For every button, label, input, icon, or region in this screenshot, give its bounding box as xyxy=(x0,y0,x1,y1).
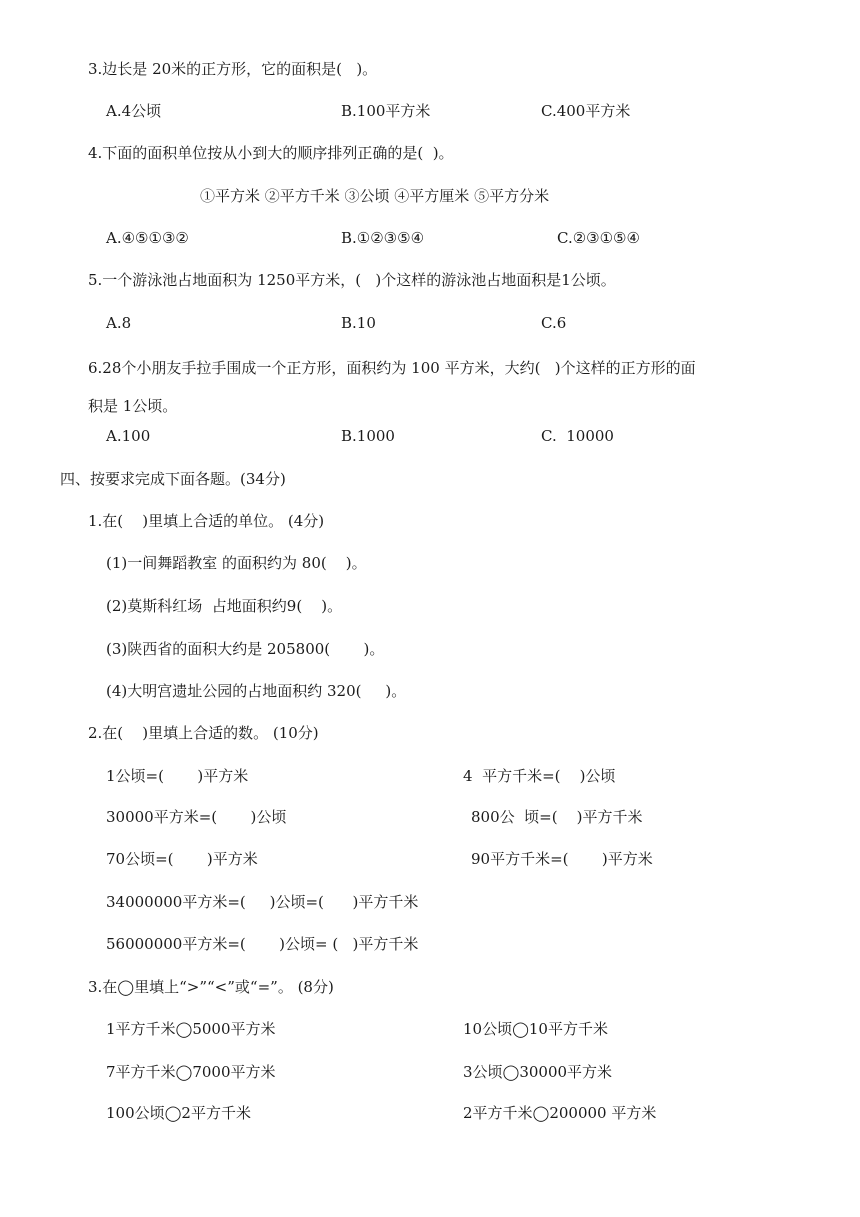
question-6-option-c: C. 10000 xyxy=(541,427,614,445)
question-3-option-b: B.100平方米 xyxy=(341,102,431,120)
question-5-stem: 5.一个游泳池占地面积为 1250平方米，( )个这样的游泳池占地面积是1公顷。 xyxy=(88,271,616,289)
part-1-item-1: (1)一间舞蹈教室 的面积约为 80( )。 xyxy=(106,554,367,572)
part-1-item-3: (3)陕西省的面积大约是 205800( )。 xyxy=(106,640,385,658)
question-5-option-c: C.6 xyxy=(541,314,567,332)
part-3-right-3: 2平方千米◯200000 平方米 xyxy=(463,1104,657,1122)
question-4-option-b: B.①②③⑤④ xyxy=(341,229,425,247)
question-3-option-a: A.4公顷 xyxy=(106,102,162,120)
part-3-left-1: 1平方千米◯5000平方米 xyxy=(106,1020,276,1038)
section-4-title: 四、按要求完成下面各题。(34分) xyxy=(60,470,286,488)
question-6-option-a: A.100 xyxy=(106,427,151,445)
part-1-item-2: (2)莫斯科红场 占地面积约9( )。 xyxy=(106,597,343,615)
part-3-title: 3.在◯里填上“>”“<”或“=”。 (8分) xyxy=(88,978,334,996)
part-3-right-2: 3公顷◯30000平方米 xyxy=(463,1063,613,1081)
part-2-right-3: 90平方千米=( )平方米 xyxy=(471,850,653,868)
question-4-stem: 4.下面的面积单位按从小到大的顺序排列正确的是( )。 xyxy=(88,144,454,162)
question-6-stem-line1: 6.28个小朋友手拉手围成一个正方形，面积约为 100 平方米，大约( )个这样的正方形的面 xyxy=(88,359,696,377)
part-3-left-2: 7平方千米◯7000平方米 xyxy=(106,1063,276,1081)
part-2-right-1: 4 平方千米=( )公顷 xyxy=(463,767,616,785)
part-3-left-3: 100公顷◯2平方千米 xyxy=(106,1104,251,1122)
part-2-full-1: 34000000平方米=( )公顷=( )平方千米 xyxy=(106,893,419,911)
part-2-left-2: 30000平方米=( )公顷 xyxy=(106,808,287,826)
question-4-option-c: C.②③①⑤④ xyxy=(557,229,640,247)
part-1-item-4: (4)大明宫遗址公园的占地面积约 320( )。 xyxy=(106,682,407,700)
part-2-right-2: 800公 顷=( )平方千米 xyxy=(471,808,643,826)
part-1-title: 1.在( )里填上合适的单位。 (4分) xyxy=(88,512,325,530)
part-3-right-1: 10公顷◯10平方千米 xyxy=(463,1020,608,1038)
part-2-full-2: 56000000平方米=( )公顷= ( )平方千米 xyxy=(106,935,419,953)
question-4-units: ①平方米 ②平方千米 ③公顷 ④平方厘米 ⑤平方分米 xyxy=(200,187,550,205)
question-4-option-a: A.④⑤①③② xyxy=(106,229,189,247)
part-2-title: 2.在( )里填上合适的数。 (10分) xyxy=(88,724,319,742)
part-2-left-3: 70公顷=( )平方米 xyxy=(106,850,258,868)
question-5-option-b: B.10 xyxy=(341,314,376,332)
part-2-left-1: 1公顷=( )平方米 xyxy=(106,767,249,785)
question-6-option-b: B.1000 xyxy=(341,427,395,445)
question-3-stem: 3.边长是 20米的正方形，它的面积是( )。 xyxy=(88,60,378,78)
question-6-stem-line2: 积是 1公顷。 xyxy=(88,397,178,415)
question-3-option-c: C.400平方米 xyxy=(541,102,631,120)
question-5-option-a: A.8 xyxy=(106,314,132,332)
